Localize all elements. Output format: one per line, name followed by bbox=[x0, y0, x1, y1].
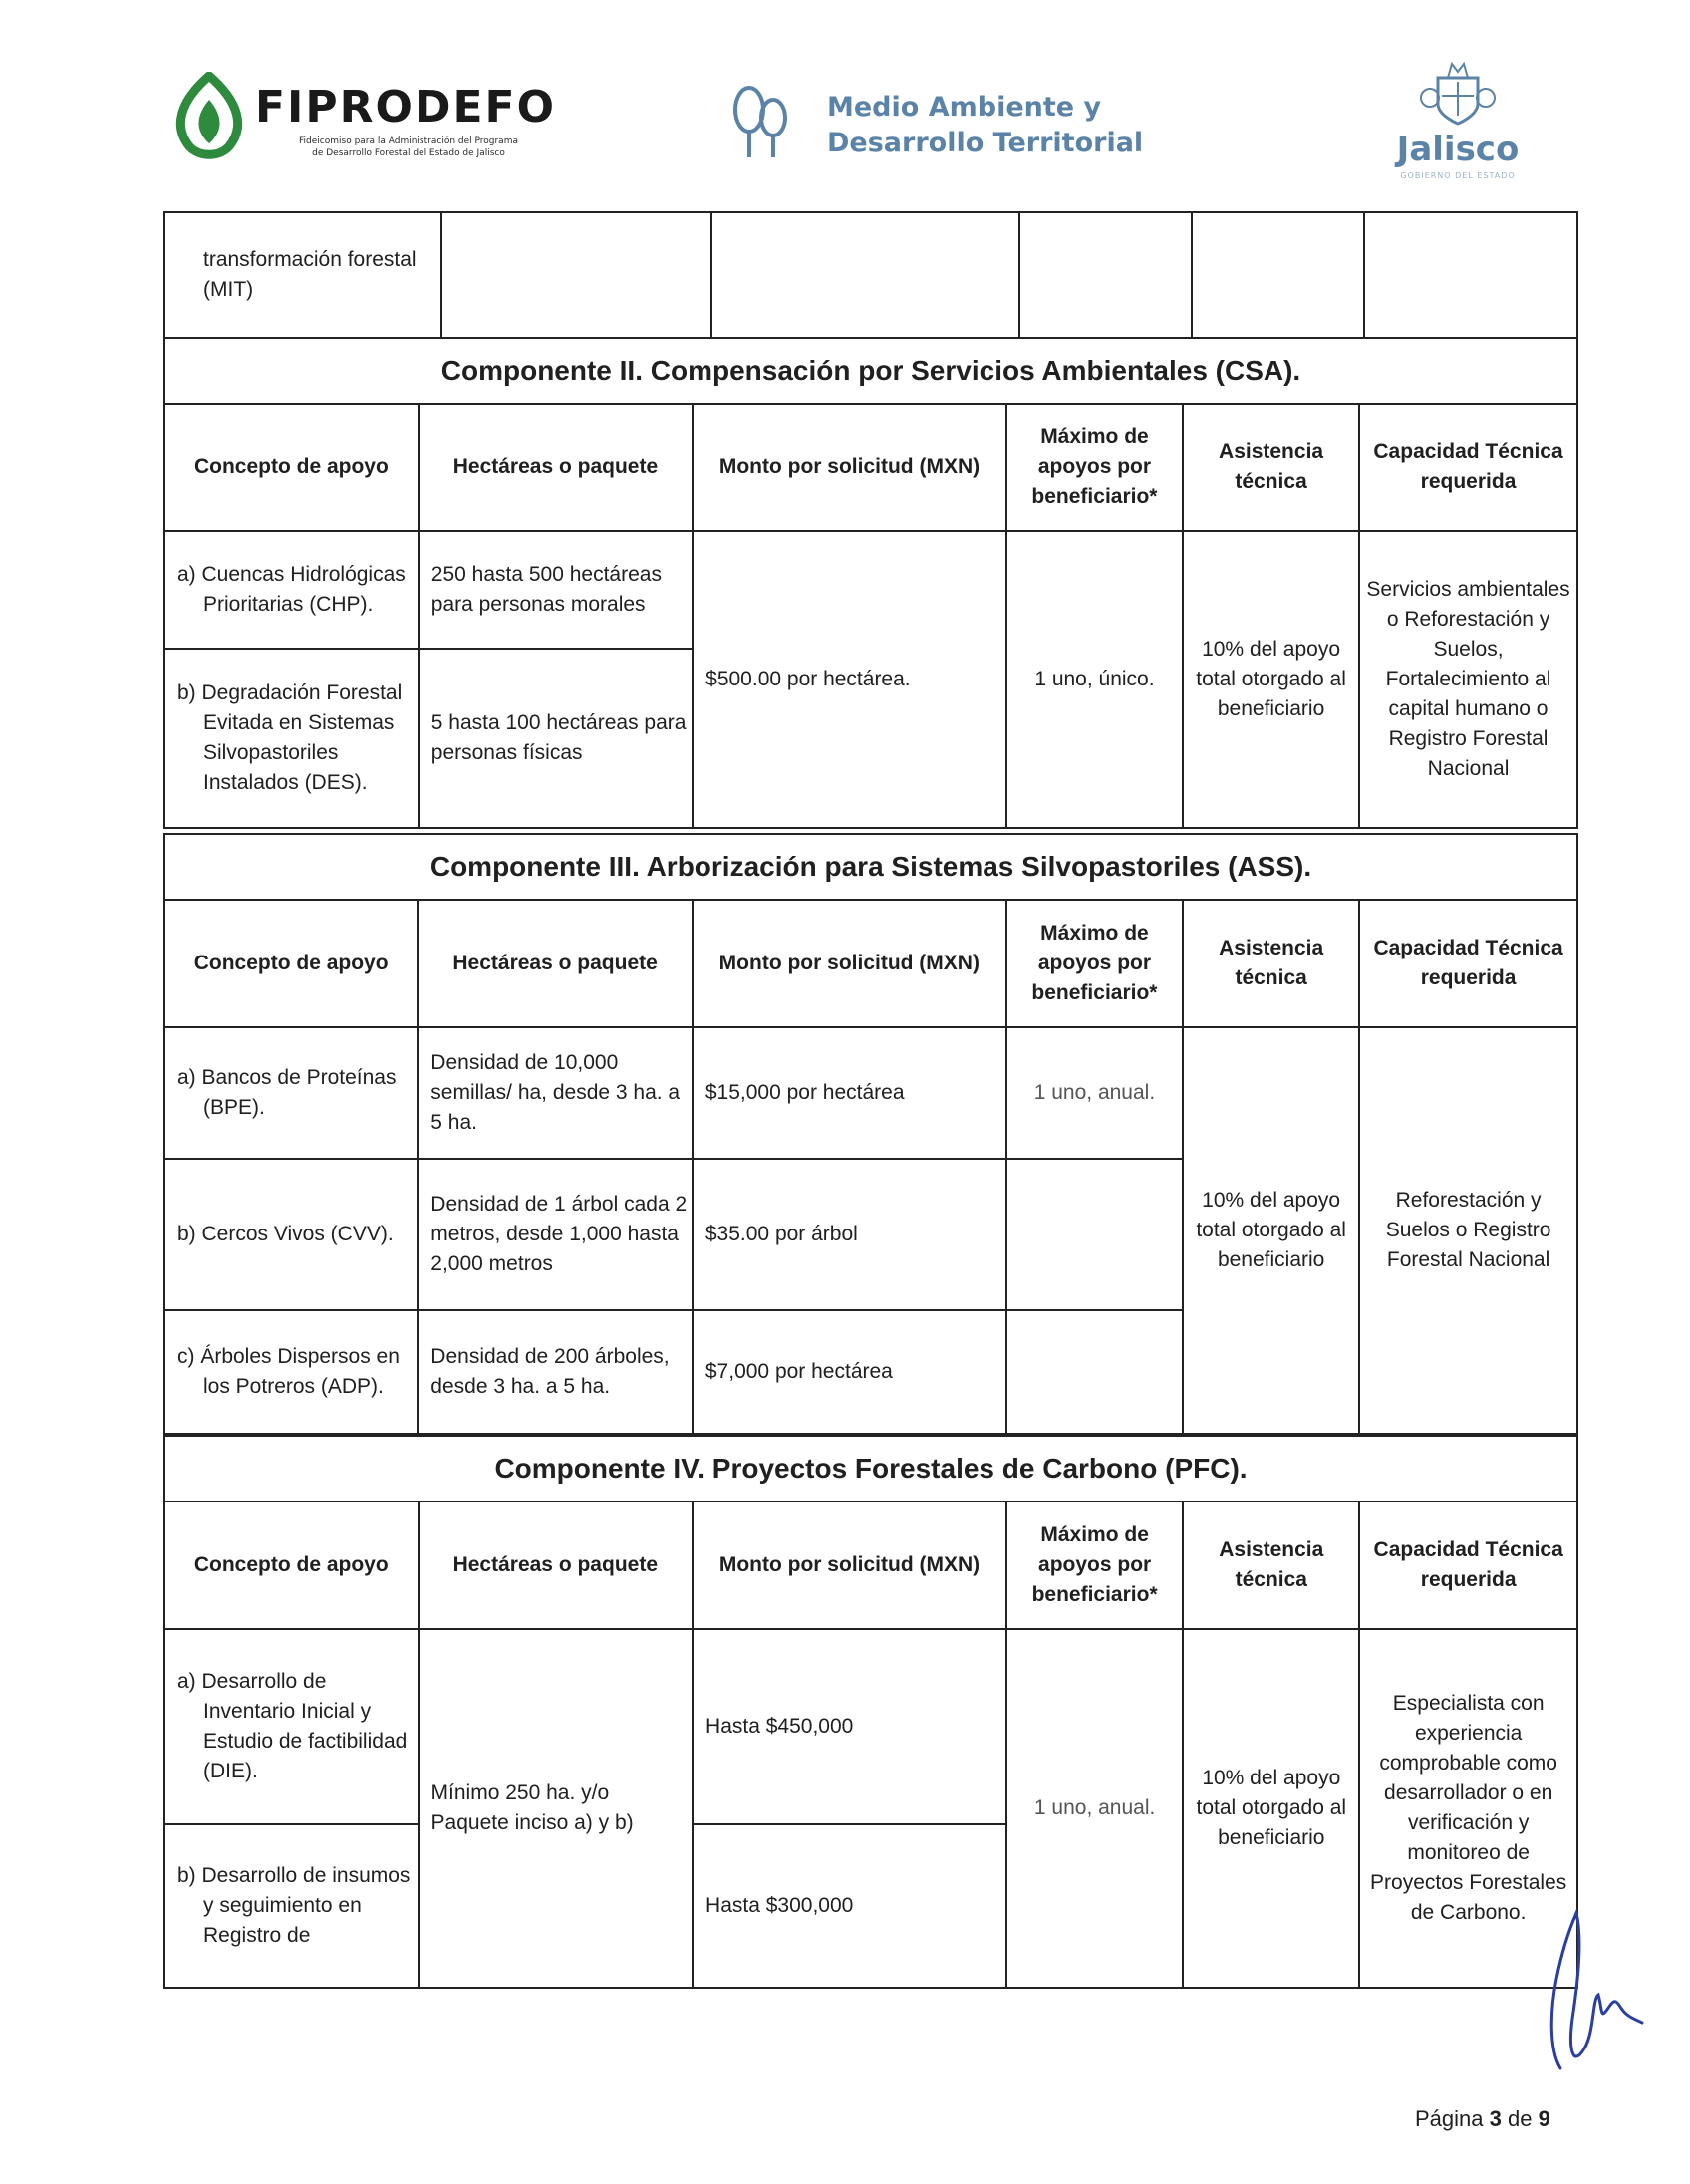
comp2-maximo: 1 uno, único. bbox=[1006, 531, 1183, 828]
comp2-concept-b bbox=[164, 649, 419, 828]
comp3-concept-c bbox=[164, 1310, 418, 1434]
comp4-monto-a: Hasta $450,000 bbox=[693, 1629, 1006, 1824]
header-maximo: Máximo de apoyos por beneficiario* bbox=[1006, 404, 1183, 531]
comp4-capacidad: Especialista con experiencia comprobable como desarrollador o en verificación y monitoreo de Proyectos Forestales de Carbono. bbox=[1359, 1629, 1577, 1988]
comp3-concept-c-text: c) Árboles Dispersos en los Potreros (ADP). bbox=[177, 1345, 400, 1398]
empty-cell bbox=[1364, 212, 1577, 338]
comp4-concept-b bbox=[164, 1824, 419, 1988]
empty-cell bbox=[711, 212, 1019, 338]
page-current: 3 bbox=[1489, 2106, 1502, 2131]
header-monto: Monto por solicitud (MXN) bbox=[693, 404, 1006, 531]
empty-cell bbox=[1006, 1310, 1183, 1434]
comp4-monto-b: Hasta $300,000 bbox=[693, 1824, 1006, 1988]
comp4-hectareas: Mínimo 250 ha. y/o Paquete inciso a) y b) bbox=[419, 1629, 694, 1988]
leaf-icon bbox=[169, 72, 249, 161]
component-2-title: Componente II. Compensación por Servicios Ambientales (CSA). bbox=[164, 338, 1577, 404]
component-3-title: Componente III. Arborización para Sistemas Silvopastoriles (ASS). bbox=[164, 834, 1577, 900]
comp3-hectareas-b: Densidad de 1 árbol cada 2 metros, desde 1,000 hasta 2,000 metros bbox=[418, 1159, 693, 1310]
semadet-line2: Desarrollo Territorial bbox=[827, 128, 1144, 158]
comp4-asistencia: 10% del apoyo total otorgado al beneficiario bbox=[1183, 1629, 1359, 1988]
fiprodefo-name: FIPRODEFO bbox=[255, 82, 557, 133]
component-3-table bbox=[163, 833, 1578, 1435]
header-asistencia: Asistencia técnica bbox=[1183, 404, 1359, 531]
page-of: de bbox=[1508, 2106, 1533, 2131]
comp2-hectareas-b: 5 hasta 100 hectáreas para personas físicas bbox=[419, 649, 693, 828]
continuation-table bbox=[163, 211, 1578, 339]
comp2-hectareas-a: 250 hasta 500 hectáreas para personas morales bbox=[419, 531, 693, 649]
comp3-asistencia: 10% del apoyo total otorgado al beneficiario bbox=[1183, 1027, 1359, 1434]
header-maximo: Máximo de apoyos por beneficiario* bbox=[1006, 1502, 1183, 1629]
document-header bbox=[0, 0, 1690, 199]
component-2-table bbox=[163, 337, 1578, 829]
comp4-concept-a bbox=[164, 1629, 419, 1824]
comp3-hectareas-a: Densidad de 10,000 semillas/ ha, desde 3 ha. a 5 ha. bbox=[418, 1027, 693, 1159]
header-hectareas: Hectáreas o paquete bbox=[418, 900, 693, 1027]
page-label: Página bbox=[1415, 2106, 1484, 2131]
comp3-capacidad: Reforestación y Suelos o Registro Forestal Nacional bbox=[1359, 1027, 1577, 1434]
comp2-concept-a bbox=[164, 531, 419, 649]
header-monto: Monto por solicitud (MXN) bbox=[693, 900, 1006, 1027]
header-maximo: Máximo de apoyos por beneficiario* bbox=[1006, 900, 1183, 1027]
comp3-concept-a bbox=[164, 1027, 418, 1159]
empty-cell bbox=[1019, 212, 1192, 338]
jalisco-logo bbox=[1393, 58, 1523, 187]
comp3-monto-a: $15,000 por hectárea bbox=[693, 1027, 1006, 1159]
comp2-concept-b-text: b) Degradación Forestal Evitada en Sistemas Silvopastoriles Instalados (DES). bbox=[177, 682, 403, 794]
header-capacidad: Capacidad Técnica requerida bbox=[1359, 404, 1577, 531]
header-concepto: Concepto de apoyo bbox=[164, 404, 419, 531]
continuation-concept-cell bbox=[164, 212, 441, 338]
jalisco-name: Jalisco bbox=[1396, 130, 1520, 169]
component-4-table bbox=[163, 1435, 1578, 1989]
fiprodefo-subtitle bbox=[259, 136, 558, 159]
header-hectareas: Hectáreas o paquete bbox=[419, 404, 693, 531]
header-hectareas: Hectáreas o paquete bbox=[419, 1502, 694, 1629]
comp3-hectareas-c: Densidad de 200 árboles, desde 3 ha. a 5 ha. bbox=[418, 1310, 693, 1434]
header-asistencia: Asistencia técnica bbox=[1183, 900, 1359, 1027]
coat-of-arms-icon bbox=[1418, 58, 1498, 130]
semadet-line1: Medio Ambiente y bbox=[827, 92, 1102, 123]
empty-cell bbox=[1006, 1159, 1183, 1310]
comp2-asistencia: 10% del apoyo total otorgado al beneficiario bbox=[1183, 531, 1359, 828]
fiprodefo-subtitle-line2: de Desarrollo Forestal del Estado de Jalisco bbox=[312, 148, 505, 158]
empty-cell bbox=[441, 212, 710, 338]
comp3-monto-b: $35.00 por árbol bbox=[693, 1159, 1006, 1310]
empty-cell bbox=[1192, 212, 1364, 338]
comp2-capacidad: Servicios ambientales o Reforestación y Suelos, Fortalecimiento al capital humano o Registro Forestal Nacional bbox=[1359, 531, 1577, 828]
comp3-monto-c: $7,000 por hectárea bbox=[693, 1310, 1006, 1434]
header-asistencia: Asistencia técnica bbox=[1183, 1502, 1359, 1629]
comp2-concept-a-text: a) Cuencas Hidrológicas Prioritarias (CHP). bbox=[177, 563, 406, 616]
comp3-concept-b bbox=[164, 1159, 418, 1310]
header-concepto: Concepto de apoyo bbox=[164, 1502, 419, 1629]
comp3-concept-a-text: a) Bancos de Proteínas (BPE). bbox=[177, 1066, 397, 1119]
page-total: 9 bbox=[1538, 2106, 1550, 2131]
component-4-title: Componente IV. Proyectos Forestales de Carbono (PFC). bbox=[164, 1436, 1577, 1502]
comp3-maximo-a: 1 uno, anual. bbox=[1006, 1027, 1183, 1159]
comp3-concept-b-text: b) Cercos Vivos (CVV). bbox=[177, 1223, 394, 1245]
header-monto: Monto por solicitud (MXN) bbox=[693, 1502, 1006, 1629]
signature-mark bbox=[1543, 1899, 1652, 2078]
continuation-text: transformación forestal (MIT) bbox=[203, 248, 417, 301]
comp2-monto: $500.00 por hectárea. bbox=[693, 531, 1006, 828]
trees-icon bbox=[727, 82, 797, 161]
comp4-maximo: 1 uno, anual. bbox=[1006, 1629, 1183, 1988]
comp4-concept-a-text: a) Desarrollo de Inventario Inicial y Estudio de factibilidad (DIE). bbox=[177, 1670, 408, 1782]
header-capacidad: Capacidad Técnica requerida bbox=[1359, 900, 1577, 1027]
fiprodefo-subtitle-line1: Fideicomiso para la Administración del Programa bbox=[299, 136, 518, 146]
header-capacidad: Capacidad Técnica requerida bbox=[1359, 1502, 1577, 1629]
page-number bbox=[1415, 2106, 1550, 2132]
header-concepto: Concepto de apoyo bbox=[164, 900, 418, 1027]
jalisco-small-text: GOBIERNO DEL ESTADO bbox=[1400, 171, 1516, 180]
comp4-concept-b-text: b) Desarrollo de insumos y seguimiento en Registro de bbox=[177, 1864, 411, 1947]
semadet-name bbox=[827, 90, 1143, 161]
